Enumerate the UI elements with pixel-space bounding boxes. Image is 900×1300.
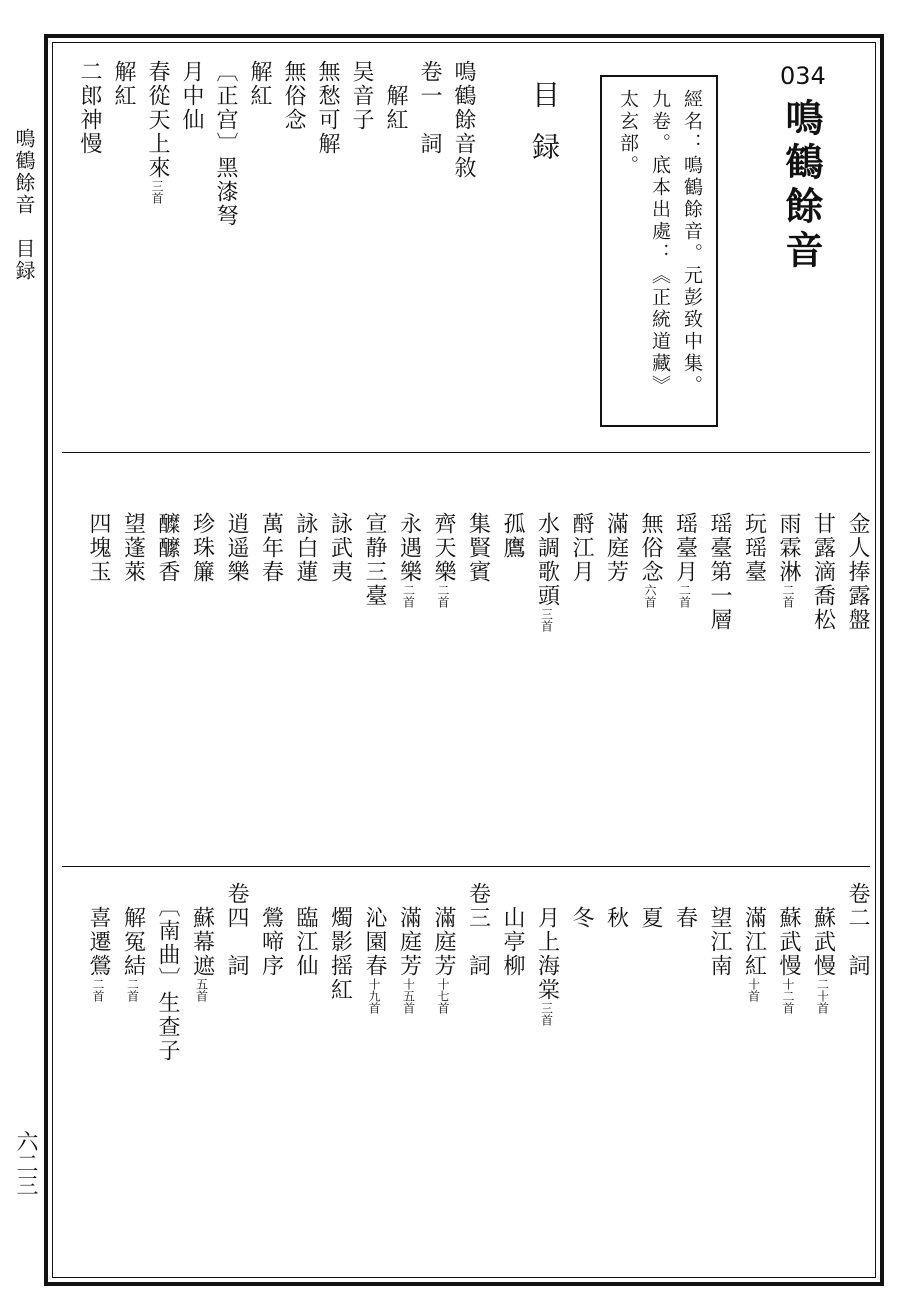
toc-entry [771, 882, 805, 1014]
toc-entry-title: 無俗念 [638, 512, 663, 584]
toc-entry-count: 二首 [677, 584, 692, 608]
running-header: 鳴鶴餘音 目録 [12, 128, 36, 282]
toc-entry [288, 512, 322, 584]
toc-entry [357, 512, 391, 608]
toc-entry-title: 解紅 [247, 60, 272, 108]
toc-entry-title: 吴音子 [349, 60, 374, 132]
toc-entry-title: 永遇樂 [396, 512, 422, 584]
toc-entry-title: 卷三 詞 [465, 882, 491, 978]
toc-entry [771, 512, 805, 608]
book-title: 鳴鶴餘音 [779, 98, 824, 274]
toc-entry-title: 宣静三臺 [362, 512, 387, 608]
toc-entry-title: 臨江仙 [293, 882, 318, 978]
toc-entry-title: 望蓬萊 [120, 512, 146, 584]
toc-entry-count: 三首 [539, 608, 554, 632]
toc-entry [599, 882, 633, 930]
toc-entry-title: 滿庭芳 [431, 882, 456, 978]
toc-entry-title: 齊天樂 [431, 512, 456, 584]
toc-entry-title: 喜遷鶯 [86, 882, 111, 978]
toc-entry [392, 882, 426, 1014]
toc-entry [276, 60, 310, 132]
toc-entry-title: 月上海棠 [534, 882, 560, 1002]
toc-entry-title: 瑶臺第一層 [707, 512, 732, 632]
toc-entry [495, 882, 529, 978]
toc-entry-count: 二首 [781, 584, 795, 608]
toc-entry-title: 瑶臺月 [672, 512, 698, 584]
toc-entry [174, 60, 208, 132]
toc-entry-title: 沁園春 [362, 882, 387, 978]
toc-entry [254, 512, 288, 584]
toc-entry-title: 蘇武慢 [810, 882, 836, 978]
toc-entry-title: 解冤結 [120, 882, 146, 978]
toc-entry-title: 無俗念 [281, 60, 306, 132]
toc-entry-title: 萬年春 [258, 512, 284, 584]
toc-entry [564, 882, 598, 930]
toc-entry [344, 60, 378, 132]
toc-entry-title: 〔正宫〕黑漆弩 [213, 60, 238, 228]
toc-entry-title: 燭影摇紅 [327, 882, 353, 1002]
toc-entry [72, 60, 106, 156]
toc-entry [150, 512, 184, 584]
toc-entry [461, 882, 495, 978]
toc-entry [357, 882, 391, 1014]
toc-entry-title: 山亭柳 [500, 882, 525, 978]
toc-entry [219, 882, 253, 978]
toc-entry-title: 二郎神慢 [77, 60, 102, 156]
book-number: 034 [780, 62, 826, 90]
toc-entry [81, 512, 115, 584]
toc-entry [840, 882, 874, 978]
toc-entry [702, 882, 736, 978]
toc-entry-title: 集賢賓 [465, 512, 491, 584]
toc-entry-title: 秋 [603, 882, 629, 930]
toc-entry-count: 十七首 [436, 978, 450, 1014]
info-line: 經名：鳴鶴餘音。元彭致中集。 [681, 89, 703, 397]
toc-entry [564, 512, 598, 584]
toc-entry-count: 二十首 [815, 978, 830, 1014]
info-line: 九卷。底本出處：《正統道藏》 [649, 89, 671, 397]
toc-entry-count: 十首 [746, 978, 761, 1002]
toc-entry [288, 882, 322, 978]
toc-entry-title: 卷四 詞 [224, 882, 249, 978]
toc-entry-count: 十九首 [367, 978, 381, 1014]
toc-entry [633, 512, 667, 608]
toc-entry-count: 十五首 [401, 978, 416, 1014]
toc-entry-count: 二首 [401, 584, 416, 608]
info-line: 太玄部。 [617, 89, 639, 177]
toc-entry [446, 60, 480, 180]
toc-entry-count: 十二首 [781, 978, 795, 1014]
toc-entry [323, 882, 357, 1002]
toc-entry-title: 蘇武慢 [776, 882, 801, 978]
toc-entry-title: 解紅 [383, 60, 408, 132]
toc-entry-title: 醾醿香 [155, 512, 180, 584]
toc-entry-title: 孤鷹 [500, 512, 525, 560]
toc-entry [392, 512, 426, 608]
toc-entry [806, 882, 840, 1014]
toc-entry-title: 無愁可解 [315, 60, 340, 156]
toc-entry-title: 甘露滴喬松 [810, 512, 836, 632]
toc-entry-title: 詠白蓮 [293, 512, 318, 584]
section-divider-top [62, 452, 870, 453]
toc-entry-title: 詠武夷 [327, 512, 353, 584]
toc-entry-title: 珍珠簾 [189, 512, 215, 584]
toc-entry [378, 60, 412, 132]
toc-entry-title: 金人捧露盤 [845, 512, 870, 632]
toc-entry-title: 水調歌頭 [534, 512, 560, 608]
toc-entry [633, 882, 667, 930]
toc-entry-title: 夏 [638, 882, 663, 930]
toc-entry [150, 882, 184, 1063]
toc-entry-title: 鶯啼序 [258, 882, 284, 978]
toc-entry [737, 512, 771, 584]
toc-entry [254, 882, 288, 978]
page-border-inner [52, 42, 876, 1278]
toc-entry-title: 鳴鶴餘音敘 [451, 60, 476, 180]
toc-entry-title: 逍遥樂 [224, 512, 249, 584]
toc-entry [737, 882, 771, 1002]
bibliographic-info-box [600, 75, 718, 427]
toc-entry [185, 882, 219, 1002]
toc-entry [310, 60, 344, 156]
toc-entry-title: 卷一 詞 [417, 60, 442, 156]
toc-entry-title: 四塊玉 [86, 512, 111, 584]
toc-entry [185, 512, 219, 584]
toc-entry-title: 酹江月 [569, 512, 594, 584]
toc-entry-title: 冬 [569, 882, 594, 930]
toc-entry [219, 512, 253, 584]
toc-entry-count: 二首 [436, 584, 450, 608]
toc-entry-count: 三首 [539, 1002, 554, 1026]
toc-entry [806, 512, 840, 632]
toc-entry-count: 五首 [194, 978, 209, 1002]
toc-entry-title: 蘇幕遮 [189, 882, 215, 978]
toc-entry [323, 512, 357, 584]
toc-entry [426, 882, 460, 1014]
toc-entry [702, 512, 736, 632]
toc-entry [495, 512, 529, 560]
toc-entry [116, 512, 150, 584]
toc-entry-title: 〔南曲〕生查子 [155, 882, 180, 1063]
toc-entry-title: 望江南 [707, 882, 732, 978]
toc-entry [208, 60, 242, 228]
toc-entry-title: 滿庭芳 [603, 512, 629, 584]
toc-entry-title: 春從天上來 [145, 60, 170, 180]
toc-entry-count: 六首 [643, 584, 657, 608]
toc-entry-title: 卷二 詞 [845, 882, 870, 978]
toc-entry [599, 512, 633, 584]
toc-entry-title: 滿庭芳 [396, 882, 422, 978]
toc-entry [530, 882, 564, 1026]
toc-entry-title: 玩瑶臺 [741, 512, 767, 584]
toc-entry-title: 滿江紅 [741, 882, 767, 978]
toc-entry [840, 512, 874, 632]
toc-entry [668, 512, 702, 608]
toc-entry-title: 解紅 [111, 60, 136, 108]
toc-heading: 目録 [528, 80, 561, 184]
toc-entry [668, 882, 702, 930]
toc-entry [140, 60, 174, 204]
toc-entry-count: 二首 [91, 978, 105, 1002]
toc-entry [412, 60, 446, 156]
section-divider-bottom [62, 866, 870, 867]
toc-entry-title: 月中仙 [179, 60, 204, 132]
toc-entry-title: 雨霖淋 [776, 512, 801, 584]
toc-entry [81, 882, 115, 1002]
toc-entry [461, 512, 495, 584]
page-number: 六二三 [13, 1130, 38, 1196]
toc-entry [106, 60, 140, 108]
toc-entry-count: 二首 [125, 978, 140, 1002]
toc-entry [426, 512, 460, 608]
toc-entry [242, 60, 276, 108]
toc-entry-title: 春 [672, 882, 698, 930]
toc-entry-count: 三首 [150, 180, 164, 204]
toc-entry [116, 882, 150, 1002]
toc-entry [530, 512, 564, 632]
